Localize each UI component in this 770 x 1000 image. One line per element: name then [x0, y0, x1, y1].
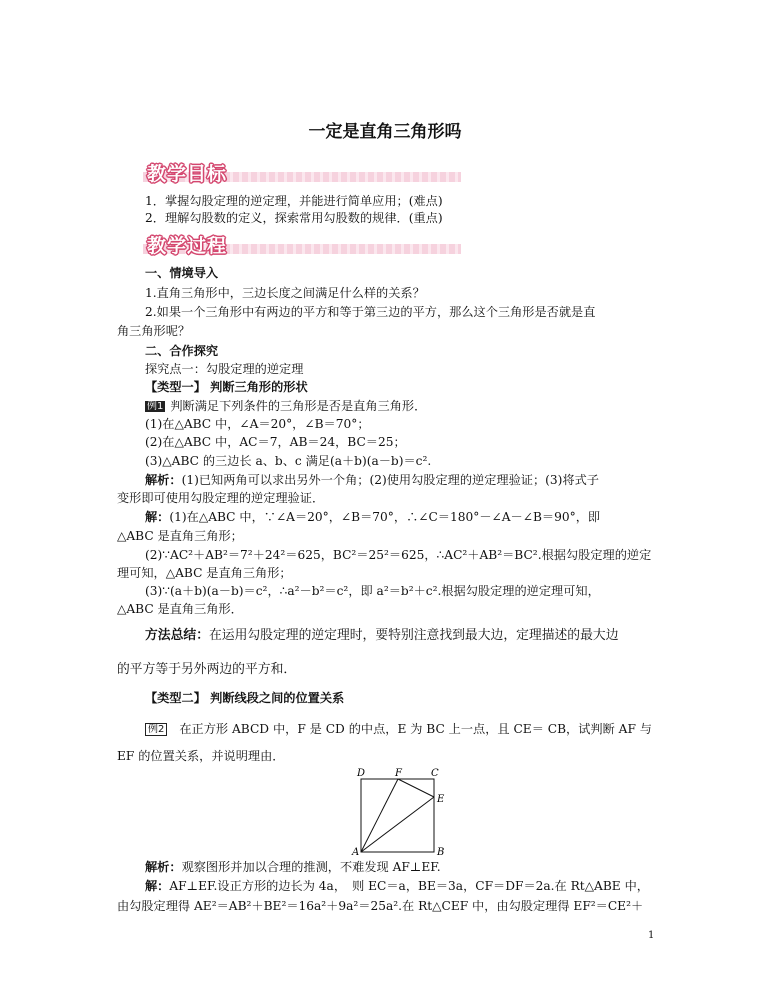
example-1-condition-1: (1)在△ABC 中，∠A＝20°，∠B＝70°；: [145, 417, 370, 431]
solution-label: 解：: [145, 510, 170, 524]
label-f: F: [395, 768, 402, 779]
example-1-badge: 例1: [147, 401, 164, 412]
page-title: 一定是直角三角形吗: [308, 122, 462, 142]
analysis-1-cont: 变形即可使用勾股定理的逆定理验证．: [117, 491, 325, 505]
analysis-2-text: 观察图形并加以合理的推测，不难发现 AF⊥EF.: [181, 860, 441, 874]
type-1-heading: 【类型一】 判断三角形的形状: [145, 380, 308, 394]
method-summary-cont: 的平方等于另外两边的平方和．: [117, 662, 297, 677]
solution-1: [145, 509, 600, 525]
solution-1-text: (1)在△ABC 中，∵∠A＝20°，∠B＝70°，∴∠C＝180°－∠A－∠B＝90°，即: [169, 510, 601, 524]
example-1-stem: 判断满足下列条件的三角形是否是直角三角形．: [170, 399, 427, 413]
analysis-label: 解析：: [145, 473, 182, 487]
method-summary: [145, 627, 618, 645]
heading-explore: 二、合作探究: [145, 344, 219, 358]
example-1-condition-3: (3)△ABC 的三边长 a、b、c 满足(a＋b)(a－b)＝c².: [145, 454, 432, 468]
intro-question-1: 1.直角三角形中，三边长度之间满足什么样的关系？: [145, 286, 425, 300]
label-b: B: [437, 847, 445, 857]
intro-question-2: 2.如果一个三角形中有两边的平方和等于第三边的平方，那么这个三角形是否就是直: [145, 305, 596, 319]
square-figure: [348, 765, 448, 857]
label-a: A: [352, 847, 360, 857]
analysis-1-text: (1)已知两角可以求出另外一个角；(2)使用勾股定理的逆定理验证；(3)将式子: [181, 473, 599, 487]
solution-2-cont: 理可知，△ABC 是直角三角形；: [117, 566, 292, 580]
solution-2: (2)∵AC²＋AB²＝7²＋24²＝625，BC²＝25²＝625，∴AC²＋AB²＝BC².根据勾股定理的逆定: [145, 548, 652, 562]
intro-question-2-cont: 角三角形呢？: [117, 324, 191, 338]
analysis-2-label: 解析：: [145, 860, 182, 874]
page-number: 1: [648, 930, 655, 941]
solution-1-cont: △ABC 是直角三角形；: [117, 529, 243, 543]
method-label: 方法总结：: [145, 628, 209, 643]
label-d: D: [357, 768, 366, 779]
goal-item-2: 2．理解勾股数的定义，探索常用勾股数的规律．(重点): [145, 211, 443, 225]
example-2-badge: 例2: [145, 723, 167, 736]
heading-intro: 一、情境导入: [145, 266, 219, 280]
analysis-2: [145, 859, 441, 875]
example-1: [145, 398, 426, 414]
example-1-condition-2: (2)在△ABC 中，AC＝7，AB＝24，BC＝25；: [145, 435, 406, 449]
example-2: [145, 721, 652, 737]
section-banner-process: [143, 232, 461, 260]
solution-4-cont: 由勾股定理得 AE²＝AB²＋BE²＝16a²＋9a²＝25a².在 Rt△CEF 中，由勾股定理得 EF²＝CE²＋: [117, 899, 644, 913]
example-2-cont: EF 的位置关系，并说明理由．: [117, 749, 285, 763]
solution-3-cont: △ABC 是直角三角形．: [117, 602, 243, 616]
solution-4-label: 解：: [145, 879, 170, 893]
type-2-heading: 【类型二】 判断线段之间的位置关系: [145, 691, 345, 705]
section-label-process: 教学过程: [147, 235, 228, 257]
label-e: E: [437, 794, 445, 805]
solution-4: [145, 878, 649, 894]
method-text: 在运用勾股定理的逆定理时，要特别注意找到最大边，定理描述的最大边: [208, 628, 619, 643]
section-banner-goals: [143, 160, 461, 188]
goal-item-1: 1．掌握勾股定理的逆定理，并能进行简单应用；(难点): [145, 194, 443, 208]
analysis-1: [145, 472, 599, 488]
example-2-text: 在正方形 ABCD 中，F 是 CD 的中点，E 为 BC 上一点，且 CE＝ CB，试判断 AF 与: [179, 722, 652, 736]
explore-point-1: 探究点一：勾股定理的逆定理: [145, 362, 304, 376]
solution-3: (3)∵(a＋b)(a－b)＝c²，∴a²－b²＝c²，即 a²＝b²＋c².根据勾股定理的逆定理可知，: [145, 584, 600, 598]
label-c: C: [431, 768, 439, 779]
section-label-goals: 教学目标: [147, 163, 228, 185]
solution-4-text: AF⊥EF.设正方形的边长为 4a， 则 EC＝a，BE＝3a，CF＝DF＝2a.在 Rt△ABE 中，: [169, 879, 649, 893]
